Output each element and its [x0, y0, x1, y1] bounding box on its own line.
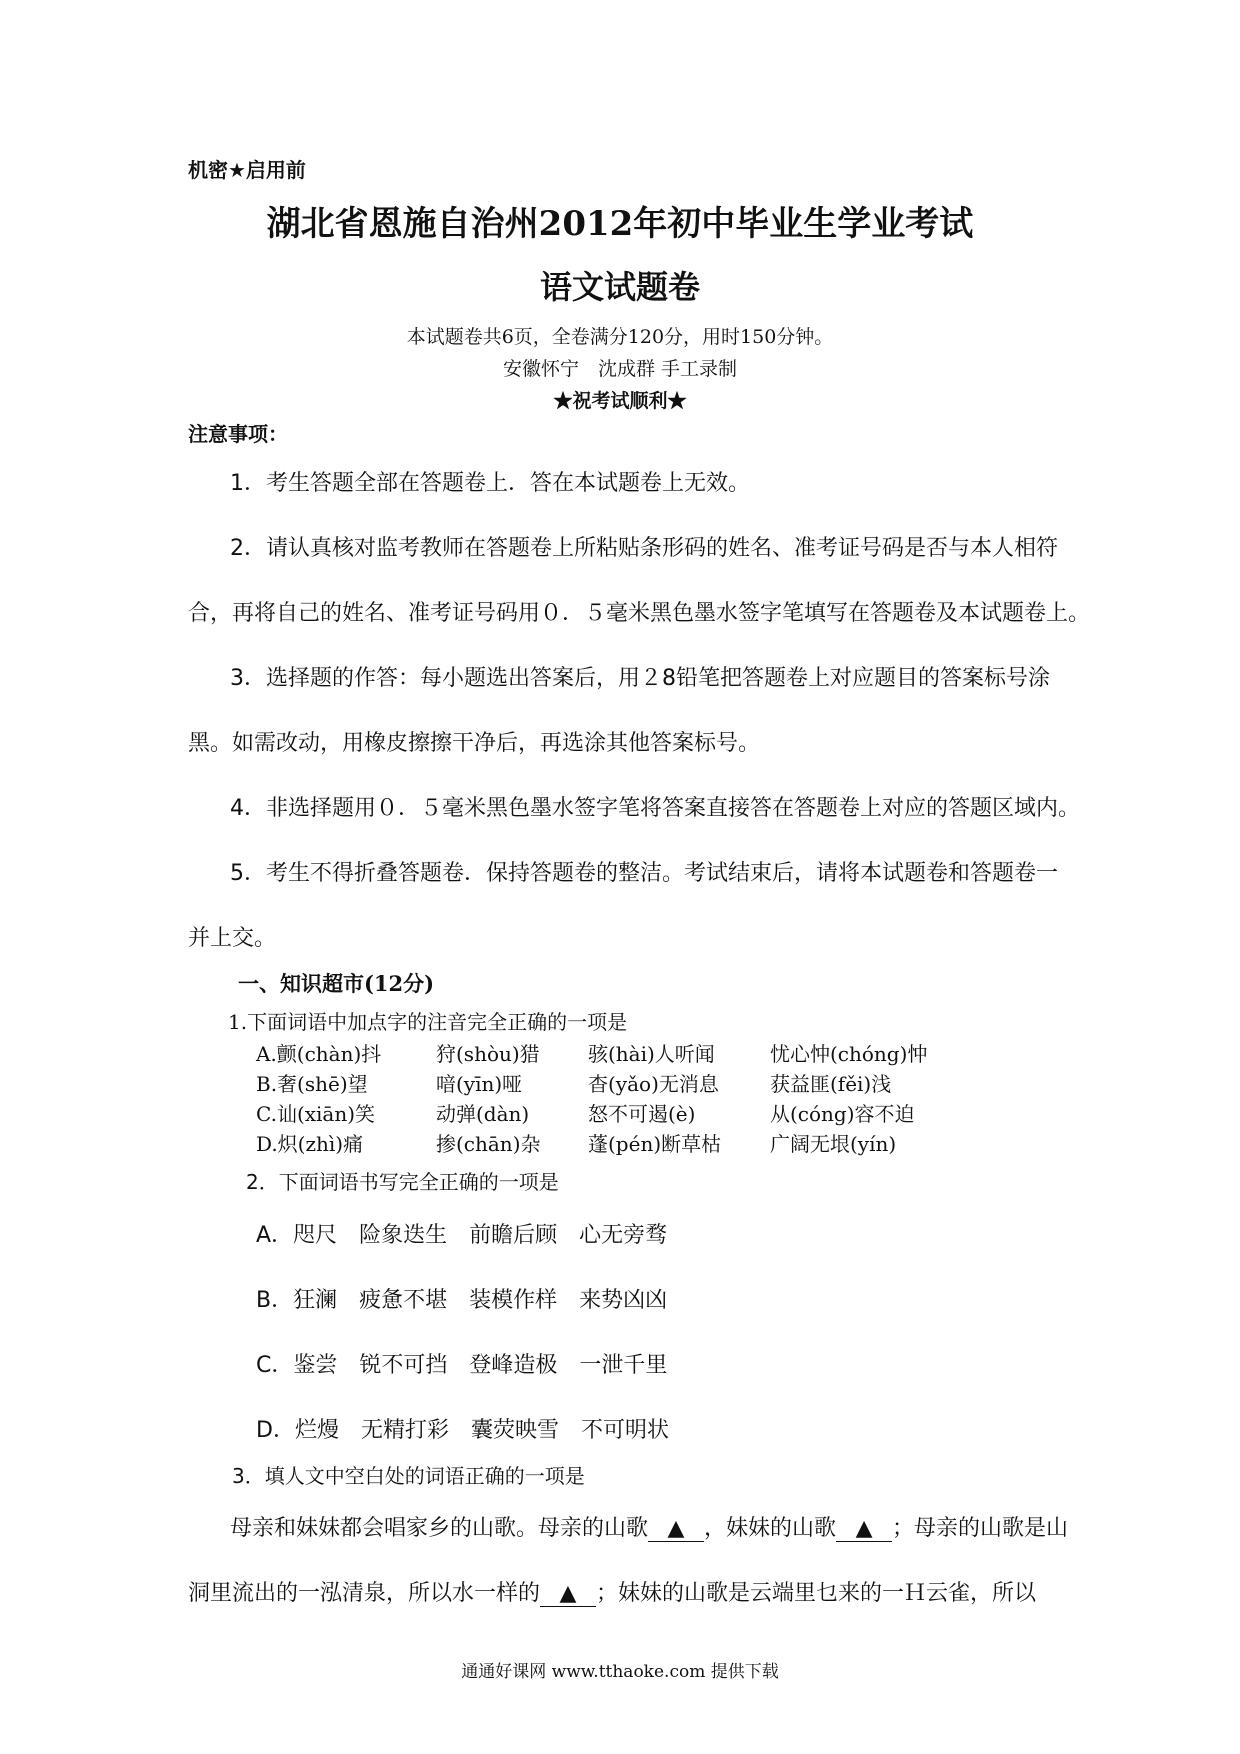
passage-text: 母亲和妹妹都会唱家乡的山歌。母亲的山歌 — [230, 1516, 649, 1541]
notice-item: 并上交。 — [188, 926, 277, 951]
notice-item: 黑。如需改动，用橡皮擦擦干净后，再选涂其他答案标号。 — [188, 731, 761, 756]
passage-text: ；妹妹的山歌是云端里乜来的一Ｈ云雀，所以 — [596, 1581, 1037, 1606]
option-b-word-1: B.奢(shē)望 — [256, 1072, 368, 1096]
question-2-option-c — [256, 1348, 689, 1379]
question-2-option-a — [256, 1218, 689, 1249]
option-word: C．鉴尝 — [256, 1353, 338, 1378]
option-d-word-1: D.炽(zhì)痛 — [256, 1132, 364, 1156]
option-word: 疲惫不堪 — [359, 1288, 448, 1313]
notice-item: 3．选择题的作答：每小题选出答案后，用２8铅笔把答题卷上对应题目的答案标号涂 — [230, 666, 1050, 691]
notice-item: 4．非选择题用０．５毫米黑色墨水签字笔将答案直接答在答题卷上对应的答题区域内。 — [230, 796, 1080, 821]
option-d-word-4: 广阔无垠(yín) — [770, 1132, 897, 1156]
answer-blank[interactable]: ▲ — [540, 1581, 596, 1607]
option-word: 锐不可挡 — [359, 1353, 448, 1378]
option-word: 囊荧映雪 — [470, 1418, 559, 1443]
option-c-word-2: 动弹(dàn) — [436, 1102, 530, 1126]
question-3-stem: 3．填人文中空白处的词语正确的一项是 — [232, 1464, 585, 1488]
option-a-word-2: 狩(shòu)猎 — [436, 1042, 540, 1066]
question-3-passage-line-1 — [230, 1511, 1100, 1542]
passage-text: 洞里流出的一泓清泉，所以水一样的 — [188, 1581, 541, 1606]
option-word: 装模作样 — [469, 1288, 558, 1313]
exam-info: 本试题卷共6页，全卷满分120分，用时150分钟。 — [406, 326, 834, 348]
option-word: 心无旁骛 — [579, 1223, 668, 1248]
recorder-info: 安徽怀宁 沈成群 手工录制 — [502, 358, 738, 380]
question-2-stem: 2．下面词语书写完全正确的一项是 — [246, 1170, 559, 1194]
question-2-option-d — [256, 1413, 691, 1444]
option-d-word-2: 掺(chān)杂 — [436, 1132, 541, 1156]
answer-blank[interactable]: ▲ — [648, 1516, 704, 1542]
option-a-word-3: 骇(hài)人听闻 — [588, 1042, 715, 1066]
option-b-word-4: 获益匪(fěi)浅 — [770, 1072, 892, 1096]
option-b-word-2: 喑(yīn)哑 — [436, 1072, 523, 1096]
option-word: 来势凶凶 — [579, 1288, 668, 1313]
exam-title: 湖北省恩施自治州2012年初中毕业生学业考试 — [266, 204, 974, 244]
exam-subtitle: 语文试题卷 — [539, 268, 700, 306]
option-word: 无精打彩 — [360, 1418, 449, 1443]
confidential-label: 机密★启用前 — [188, 158, 306, 182]
passage-text: ；母亲的山歌是山 — [892, 1516, 1069, 1541]
question-3-passage-line-2 — [188, 1576, 1058, 1607]
option-c-word-4: 从(cóng)容不迫 — [770, 1102, 915, 1126]
option-word: 登峰造极 — [469, 1353, 558, 1378]
notice-item: 5．考生不得折叠答题卷．保持答题卷的整洁。考试结束后，请将本试题卷和答题卷一 — [230, 861, 1058, 886]
passage-text: ，妹妹的山歌 — [704, 1516, 837, 1541]
option-a-word-1: A.颤(chàn)抖 — [256, 1042, 382, 1066]
option-word: B．狂澜 — [256, 1288, 338, 1313]
option-word: D．烂熳 — [256, 1418, 339, 1443]
option-word: 前瞻后顾 — [469, 1223, 558, 1248]
question-1-stem: 1.下面词语中加点字的注音完全正确的一项是 — [228, 1010, 628, 1034]
option-word: 不可明状 — [580, 1418, 669, 1443]
option-word: A．咫尺 — [256, 1223, 338, 1248]
option-a-word-4: 忧心忡(chóng)忡 — [770, 1042, 928, 1066]
option-word: 险象迭生 — [359, 1223, 448, 1248]
notice-item: 1．考生答题全部在答题卷上．答在本试题卷上无效。 — [230, 471, 750, 496]
page-footer: 通通好课网 www.tthaoke.com 提供下载 — [461, 1662, 779, 1682]
notice-heading: 注意事项： — [188, 422, 288, 446]
option-c-word-1: C.讪(xiān)笑 — [256, 1102, 376, 1126]
question-2-option-b — [256, 1283, 689, 1314]
section-heading: 一、知识超市(12分) — [238, 971, 435, 996]
option-word: 一泄千里 — [579, 1353, 668, 1378]
notice-item: 2．请认真核对监考教师在答题卷上所粘贴条形码的姓名、准考证号码是否与本人相符 — [230, 536, 1058, 561]
answer-blank[interactable]: ▲ — [836, 1516, 892, 1542]
option-d-word-3: 蓬(pén)断草枯 — [588, 1132, 722, 1156]
good-luck-banner: ★祝考试顺利★ — [553, 390, 687, 412]
option-b-word-3: 杳(yǎo)无消息 — [588, 1072, 719, 1096]
option-c-word-3: 怒不可遏(è) — [588, 1102, 696, 1126]
notice-item: 合，再将自己的姓名、准考证号码用０．５毫米黑色墨水签字笔填写在答题卷及本试题卷上。 — [188, 601, 1091, 626]
